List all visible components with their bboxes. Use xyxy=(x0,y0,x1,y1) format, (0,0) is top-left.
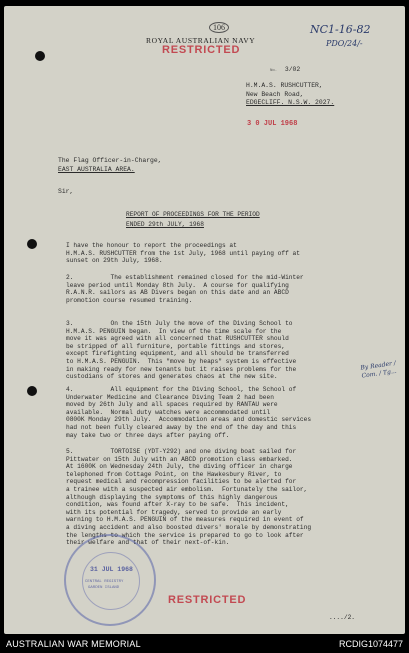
continuation-marker: ..../2. xyxy=(329,614,355,621)
paragraph-4: 4. All equipment for the Diving School, the School of Underwater Medicine and Clearance Diving Team 2 had been moved by 26th July and all spaces required by RANTAU were available. Normal duty watches were accommodated until 0800K Monday 29th July. Accommodation areas and domestic services had not been fully cleared away by the end of the day and this may take two or three days after paying off. xyxy=(66,386,312,439)
record-id: RCDIG1074477 xyxy=(338,639,403,649)
handwritten-reference: NC1-16-82 xyxy=(310,23,371,36)
punch-hole xyxy=(35,51,45,61)
paragraph-1: I have the honour to report the proceedings at H.M.A.S. RUSHCUTTER from the 1st July, 1968 until paying off at sunset on 29th July, 1968. xyxy=(66,242,300,265)
salutation: Sir, xyxy=(58,188,74,195)
date-stamp: 3 0 JUL 1968 xyxy=(247,120,298,128)
paragraph-5: 5. TORTOISE (YDT-Y292) and one diving boat sailed for Pittwater on 15th July with an ABCD promotion class embarked. At 1600K on Wednesday 24th July, the diving officer in charge telephoned from Cottage Point, on the Hawkesbury River, to request medical and recompression facilities to be alerted for a trainee with a suspected air embolism. Fortunately the sailor, although displaying the symptoms of this highly dangerous condition, was found after X-ray to be safe. This incident, with its potential for tragedy, served to provide an early warning to H.M.A.S. PENGUIN of the measures required in event of a diving accident and also boosted divers' morale by demonstrating the lengths to which the service is prepared to go to look after their welfare and that of their next-of-kin. xyxy=(66,448,312,547)
report-title: REPORT OF PROCEEDINGS FOR THE PERIOD xyxy=(126,211,260,218)
paragraph-2: 2. The establishment remained closed for the mid-Winter leave period until Monday 8th July. A course for qualifying R.A.N.R. sailors as AB Divers began on this date and an ABCD promotion course resumed training. xyxy=(66,274,304,304)
handwritten-reference-2: PDO/24/- xyxy=(326,39,363,48)
margin-annotation: By Reader / Com. / Tg... xyxy=(360,359,398,380)
restricted-stamp-top: RESTRICTED xyxy=(162,44,241,56)
punch-hole xyxy=(27,386,37,396)
archive-footer xyxy=(0,637,409,653)
restricted-stamp-bottom: RESTRICTED xyxy=(168,594,247,606)
archive-name: AUSTRALIAN WAR MEMORIAL xyxy=(6,639,141,649)
recipient: The Flag Officer-in-Charge, EAST AUSTRALIA AREA. xyxy=(58,157,162,173)
letterhead: ROYAL AUSTRALIAN NAVY xyxy=(146,36,256,45)
page-number: 106 xyxy=(209,22,229,33)
document-page xyxy=(4,6,405,634)
paragraph-3: 3. On the 15th July the move of the Diving School to H.M.A.S. PENGUIN began. In view of the time scale for the move it was agreed with all concerned that RUSHCUTTER should be stripped of all furniture, portable fittings and stores, except firefighting equipment, and all should be transferred to H.M.A.S. PENGUIN. This "move by heaps" system is effective in making ready for new tenants but it raises problems for the custodians of stores and generates chaos at the new site. xyxy=(66,320,297,381)
registry-seal: 31 JUL 1968 CENTRAL REGISTRY GARDEN ISLAND xyxy=(64,534,156,626)
reference-number: No. 3/02 xyxy=(270,66,301,73)
punch-hole xyxy=(27,239,37,249)
sender-address: H.M.A.S. RUSHCUTTER, New Beach Road, EDGECLIFF. N.S.W. 2027. xyxy=(246,82,335,107)
report-subtitle: ENDED 29th JULY, 1968 xyxy=(126,221,204,228)
